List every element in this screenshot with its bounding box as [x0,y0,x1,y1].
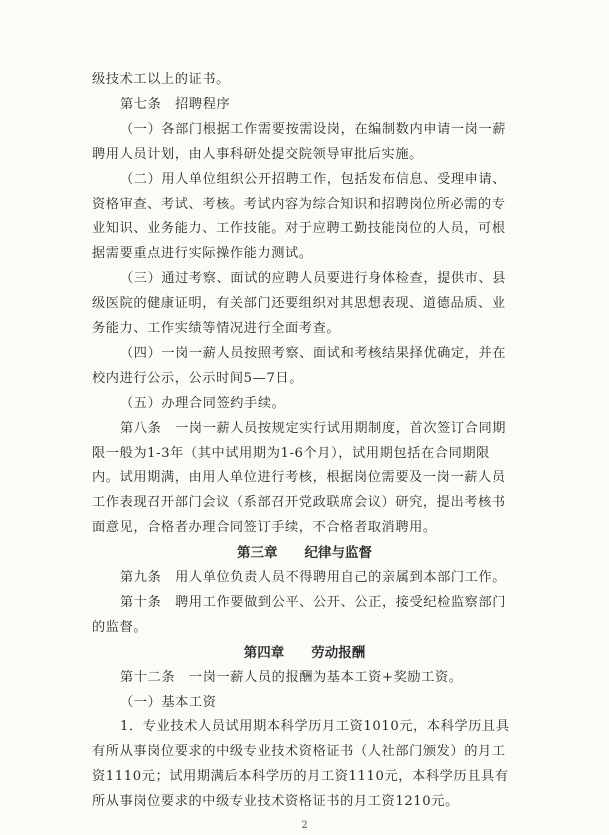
chapter-3-heading: 第三章 纪律与监督 [237,545,372,562]
text-line: （四）一岗一薪人员按照考察、面试和考核结果择优确定，并在 [120,345,507,361]
text-line: 的监督。 [92,619,148,635]
article-10-line: 第十条 聘用工作要做到公平、公开、公正，接受纪检监察部门 [120,594,507,610]
text-line: （二）用人单位组织公开招聘工作，包括发布信息、受理申请、 [120,171,507,187]
page-number: 2 [301,820,308,831]
article-9-line: 第九条 用人单位负责人员不得聘用自己的亲属到本部门工作。 [120,570,507,585]
article-7-title: 第七条 招聘程序 [120,96,231,112]
article-8-line: 第八条 一岗一薪人员按规定实行试用期制度，首次签订合同期 [120,420,507,436]
text-line: 有所从事岗位要求的中级专业技术资格证书（人社部门颁发）的月工 [92,744,506,760]
text-line: 聘用人员计划，由人事科研处提交院领导审批后实施。 [92,146,423,162]
text-line: 工作表现召开部门会议（系部召开党政联席会议）研究，提出考核书 [92,495,506,511]
text-line: 资1110元；试用期满后本科学历的月工资1110元，本科学历且具有 [92,769,509,785]
text-line: 业知识、业务能力、工作技能。对于应聘工勤技能岗位的人员，可根 [92,221,506,237]
text-line: 务能力、工作实绩等情况进行全面考查。 [92,321,341,336]
text-line: 内。试用期满，由用人单位进行考核，根据岗位需要及一岗一薪人员 [92,470,506,486]
text-line: 校内进行公示，公示时间5—7日。 [92,370,304,386]
text-line: 级医院的健康证明，有关部门还要组织对其思想表现、道德品质、业 [92,296,506,312]
text-line: 面意见，合格者办理合同签订手续，不合格者取消聘用。 [92,520,437,536]
text-line: （三）通过考察、面试的应聘人员要进行身体检查，提供市、县 [120,271,507,287]
text-line: （一）各部门根据工作需要按需设岗，在编制数内申请一岗一薪 [120,121,507,137]
article-12-line: 第十二条 一岗一薪人员的报酬为基本工资+奖励工资。 [120,669,463,685]
text-line: 级技术工以上的证书。 [92,72,230,87]
text-line: 所从事岗位要求的中级专业技术资格证书的月工资1210元。 [92,794,459,810]
text-line: 限一般为1-3年（其中试用期为1-6个月），试用期包括在合同期限 [92,445,490,461]
text-line: 资格审查、考试、考核。考试内容为综合知识和招聘岗位所必需的专 [92,196,506,212]
chapter-4-heading: 第四章 劳动报酬 [243,644,366,661]
text-line: 据需要重点进行实际操作能力测试。 [92,246,313,262]
basic-salary-subtitle: （一）基本工资 [120,694,217,710]
text-line: （五）办理合同签约手续。 [120,395,286,411]
text-line: 1．专业技术人员试用期本科学历月工资1010元，本科学历且具 [120,719,510,735]
